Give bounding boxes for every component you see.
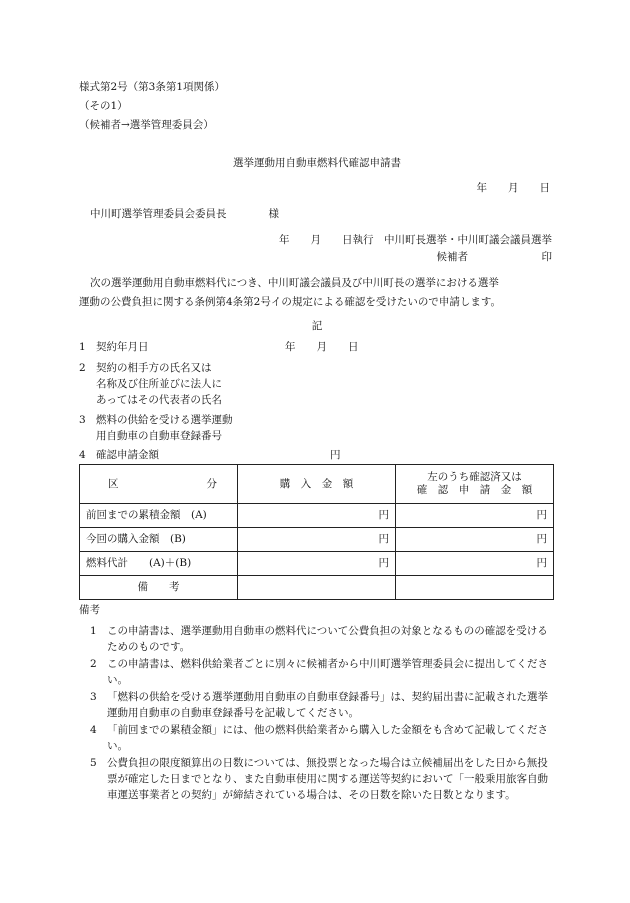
item-label: 契約年月日 [96,341,149,353]
item-number: 3 [79,414,86,426]
note-number: 1 [90,625,97,637]
item-number: 1 [79,341,86,353]
application-date: 年 月 日 [476,182,550,194]
notes-title: 備考 [79,604,100,616]
note-number: 4 [90,724,97,736]
body-text-1: 次の選挙運動用自動車燃料代につき、中川町議会議員及び中川町長の選挙における選挙 [90,277,499,289]
form-number: 様式第2号（第3条第1項関係） [79,81,226,93]
note-number: 3 [90,691,97,703]
note-item [79,623,555,655]
header-category: 区 分 [80,465,238,504]
item-label-line: あってはその代表者の氏名 [96,394,222,406]
note-number: 2 [90,658,97,670]
table-row [80,552,554,576]
header-confirmed-amount: 左のうち確認済又は 確 認 申 請 金 額 [396,465,554,504]
table-header-row [80,465,554,504]
form-part: （その1） [79,100,128,112]
table-row [80,528,554,552]
confirmed-amount-cell[interactable]: 円 [396,552,554,576]
body-text-2: 運動の公費負担に関する条例第4条第2号イの規定による確認を受けたいので申請します。 [79,296,502,308]
page-title: 選挙運動用自動車燃料代確認申請書 [233,157,401,169]
row-label: 前回までの累積金額 (A) [80,504,238,528]
row-label: 燃料代計 (A)＋(B) [80,552,238,576]
note-item [79,722,555,754]
note-text: この申請書は、燃料供給業者ごとに別々に候補者から中川町選挙管理委員会に提出してください。 [107,658,548,686]
item-label-line: 用自動車の自動車登録番号 [96,430,222,442]
remarks-cell[interactable] [238,576,396,600]
item-label-line: 名称及び住所並びに法人に [96,378,222,390]
note-item [79,755,555,803]
contract-date-value: 年 月 日 [285,341,359,353]
form-route: （候補者→選挙管理委員会） [79,119,214,131]
candidate-seal-line: 候補者 印 [436,251,552,263]
amount-table [79,464,554,600]
requested-amount-unit: 円 [330,449,341,461]
purchase-amount-cell[interactable]: 円 [238,528,396,552]
table-row [80,504,554,528]
remarks-cell[interactable] [396,576,554,600]
note-text: 公費負担の限度額算出の日数については、無投票となった場合は立候補届出をした日から無投票が確定した日までとなり、また自動車使用に関する運送等契約において「一般乗用旅客自動車運送事業者との契約」が締結されている場合は、その日数を除いた日数となります。 [107,757,548,801]
note-text: 「燃料の供給を受ける選挙運動用自動車の自動車登録番号」は、契約届出書に記載された選挙運動用自動車の自動車登録番号を記載してください。 [107,691,548,719]
header-purchase-amount: 購 入 金 額 [238,465,396,504]
confirmed-amount-cell[interactable]: 円 [396,504,554,528]
item-label-line: 契約の相手方の氏名又は [96,362,212,374]
note-item [79,656,555,688]
remarks-label: 備 考 [80,576,238,600]
item-label-line: 燃料の供給を受ける選挙運動 [96,414,233,426]
note-item [79,689,555,721]
row-label: 今回の購入金額 (B) [80,528,238,552]
ki-mark: 記 [311,320,323,332]
item-label: 確認申請金額 [96,449,159,461]
note-number: 5 [90,757,97,769]
confirmed-amount-cell[interactable]: 円 [396,528,554,552]
purchase-amount-cell[interactable]: 円 [238,504,396,528]
note-text: 「前回までの累積金額」には、他の燃料供給業者から購入した金額をも含めて記載してください。 [107,724,548,752]
addressee: 中川町選挙管理委員会委員長 様 [90,208,279,220]
item-number: 2 [79,362,86,374]
note-text: この申請書は、選挙運動用自動車の燃料代について公費負担の対象となるものの確認を受けるためのものです。 [107,625,548,653]
purchase-amount-cell[interactable]: 円 [238,552,396,576]
item-number: 4 [79,449,86,461]
table-row [80,576,554,600]
election-line: 年 月 日執行 中川町長選挙・中川町議会議員選挙 [279,234,552,246]
